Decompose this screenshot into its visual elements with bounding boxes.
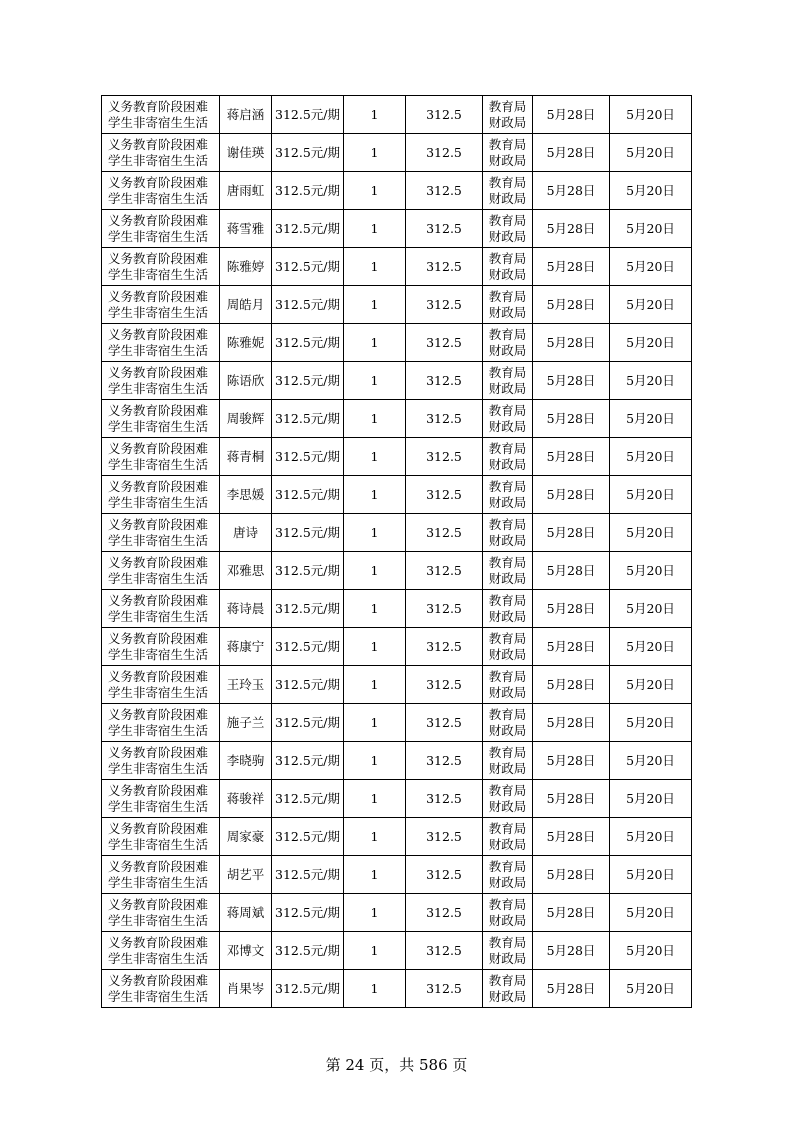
date-cell: 5月28日 — [533, 970, 610, 1008]
unit-cell: 教育局财政局 — [483, 476, 533, 514]
item-cell: 义务教育阶段困难学生非寄宿生生活 — [102, 932, 220, 970]
page-number: 第 24 页，共 586 页 — [325, 1056, 468, 1074]
item-cell: 义务教育阶段困难学生非寄宿生生活 — [102, 704, 220, 742]
quantity-cell: 1 — [344, 742, 406, 780]
date-cell: 5月28日 — [533, 362, 610, 400]
quantity-cell: 1 — [344, 932, 406, 970]
unit-cell: 教育局财政局 — [483, 704, 533, 742]
item-cell: 义务教育阶段困难学生非寄宿生生活 — [102, 96, 220, 134]
date-cell: 5月20日 — [610, 514, 692, 552]
amount-cell: 312.5 — [406, 400, 483, 438]
unit-cell: 教育局财政局 — [483, 324, 533, 362]
standard-cell: 312.5元/期 — [272, 400, 344, 438]
unit-cell: 教育局财政局 — [483, 742, 533, 780]
date-cell: 5月28日 — [533, 590, 610, 628]
name-cell: 陈雅婷 — [220, 248, 272, 286]
date-cell: 5月20日 — [610, 134, 692, 172]
unit-cell: 教育局财政局 — [483, 514, 533, 552]
amount-cell: 312.5 — [406, 666, 483, 704]
item-cell: 义务教育阶段困难学生非寄宿生生活 — [102, 856, 220, 894]
name-cell: 王玲玉 — [220, 666, 272, 704]
item-cell: 义务教育阶段困难学生非寄宿生生活 — [102, 514, 220, 552]
date-cell: 5月20日 — [610, 818, 692, 856]
amount-cell: 312.5 — [406, 172, 483, 210]
unit-cell: 教育局财政局 — [483, 362, 533, 400]
quantity-cell: 1 — [344, 96, 406, 134]
quantity-cell: 1 — [344, 628, 406, 666]
date-cell: 5月20日 — [610, 894, 692, 932]
standard-cell: 312.5元/期 — [272, 742, 344, 780]
standard-cell: 312.5元/期 — [272, 590, 344, 628]
item-cell: 义务教育阶段困难学生非寄宿生生活 — [102, 134, 220, 172]
table-row — [102, 400, 692, 438]
standard-cell: 312.5元/期 — [272, 704, 344, 742]
amount-cell: 312.5 — [406, 970, 483, 1008]
quantity-cell: 1 — [344, 172, 406, 210]
quantity-cell: 1 — [344, 286, 406, 324]
unit-cell: 教育局财政局 — [483, 780, 533, 818]
name-cell: 周皓月 — [220, 286, 272, 324]
quantity-cell: 1 — [344, 476, 406, 514]
table-row — [102, 438, 692, 476]
quantity-cell: 1 — [344, 894, 406, 932]
unit-cell: 教育局财政局 — [483, 666, 533, 704]
name-cell: 李思媛 — [220, 476, 272, 514]
item-cell: 义务教育阶段困难学生非寄宿生生活 — [102, 742, 220, 780]
item-cell: 义务教育阶段困难学生非寄宿生生活 — [102, 894, 220, 932]
name-cell: 蒋诗晨 — [220, 590, 272, 628]
quantity-cell: 1 — [344, 248, 406, 286]
date-cell: 5月20日 — [610, 704, 692, 742]
date-cell: 5月28日 — [533, 476, 610, 514]
name-cell: 陈语欣 — [220, 362, 272, 400]
item-cell: 义务教育阶段困难学生非寄宿生生活 — [102, 172, 220, 210]
amount-cell: 312.5 — [406, 628, 483, 666]
amount-cell: 312.5 — [406, 248, 483, 286]
standard-cell: 312.5元/期 — [272, 134, 344, 172]
table-row — [102, 362, 692, 400]
unit-cell: 教育局财政局 — [483, 628, 533, 666]
table-row — [102, 286, 692, 324]
item-cell: 义务教育阶段困难学生非寄宿生生活 — [102, 324, 220, 362]
date-cell: 5月28日 — [533, 628, 610, 666]
standard-cell: 312.5元/期 — [272, 666, 344, 704]
table-row — [102, 248, 692, 286]
date-cell: 5月20日 — [610, 970, 692, 1008]
unit-cell: 教育局财政局 — [483, 96, 533, 134]
date-cell: 5月28日 — [533, 210, 610, 248]
quantity-cell: 1 — [344, 590, 406, 628]
name-cell: 蒋启涵 — [220, 96, 272, 134]
standard-cell: 312.5元/期 — [272, 324, 344, 362]
date-cell: 5月28日 — [533, 666, 610, 704]
quantity-cell: 1 — [344, 666, 406, 704]
amount-cell: 312.5 — [406, 780, 483, 818]
item-cell: 义务教育阶段困难学生非寄宿生生活 — [102, 210, 220, 248]
item-cell: 义务教育阶段困难学生非寄宿生生活 — [102, 780, 220, 818]
name-cell: 陈雅妮 — [220, 324, 272, 362]
amount-cell: 312.5 — [406, 476, 483, 514]
standard-cell: 312.5元/期 — [272, 932, 344, 970]
date-cell: 5月28日 — [533, 818, 610, 856]
standard-cell: 312.5元/期 — [272, 438, 344, 476]
unit-cell: 教育局财政局 — [483, 970, 533, 1008]
quantity-cell: 1 — [344, 362, 406, 400]
item-cell: 义务教育阶段困难学生非寄宿生生活 — [102, 248, 220, 286]
date-cell: 5月20日 — [610, 400, 692, 438]
name-cell: 蒋雪雅 — [220, 210, 272, 248]
quantity-cell: 1 — [344, 324, 406, 362]
quantity-cell: 1 — [344, 514, 406, 552]
standard-cell: 312.5元/期 — [272, 476, 344, 514]
date-cell: 5月20日 — [610, 666, 692, 704]
name-cell: 周骏辉 — [220, 400, 272, 438]
name-cell: 蒋青桐 — [220, 438, 272, 476]
date-cell: 5月28日 — [533, 780, 610, 818]
item-cell: 义务教育阶段困难学生非寄宿生生活 — [102, 628, 220, 666]
standard-cell: 312.5元/期 — [272, 172, 344, 210]
amount-cell: 312.5 — [406, 552, 483, 590]
item-cell: 义务教育阶段困难学生非寄宿生生活 — [102, 552, 220, 590]
table-row — [102, 970, 692, 1008]
date-cell: 5月28日 — [533, 286, 610, 324]
table-row — [102, 514, 692, 552]
standard-cell: 312.5元/期 — [272, 286, 344, 324]
date-cell: 5月20日 — [610, 248, 692, 286]
item-cell: 义务教育阶段困难学生非寄宿生生活 — [102, 970, 220, 1008]
quantity-cell: 1 — [344, 400, 406, 438]
date-cell: 5月28日 — [533, 742, 610, 780]
standard-cell: 312.5元/期 — [272, 856, 344, 894]
amount-cell: 312.5 — [406, 742, 483, 780]
table-row — [102, 666, 692, 704]
quantity-cell: 1 — [344, 552, 406, 590]
date-cell: 5月20日 — [610, 286, 692, 324]
table-row — [102, 134, 692, 172]
table-row — [102, 172, 692, 210]
standard-cell: 312.5元/期 — [272, 628, 344, 666]
date-cell: 5月28日 — [533, 552, 610, 590]
unit-cell: 教育局财政局 — [483, 134, 533, 172]
amount-cell: 312.5 — [406, 134, 483, 172]
standard-cell: 312.5元/期 — [272, 96, 344, 134]
name-cell: 施子兰 — [220, 704, 272, 742]
quantity-cell: 1 — [344, 704, 406, 742]
name-cell: 李晓驹 — [220, 742, 272, 780]
date-cell: 5月28日 — [533, 172, 610, 210]
date-cell: 5月20日 — [610, 476, 692, 514]
amount-cell: 312.5 — [406, 96, 483, 134]
date-cell: 5月20日 — [610, 324, 692, 362]
table-row — [102, 210, 692, 248]
date-cell: 5月28日 — [533, 704, 610, 742]
item-cell: 义务教育阶段困难学生非寄宿生生活 — [102, 476, 220, 514]
name-cell: 蒋骏祥 — [220, 780, 272, 818]
date-cell: 5月20日 — [610, 438, 692, 476]
amount-cell: 312.5 — [406, 324, 483, 362]
name-cell: 胡艺平 — [220, 856, 272, 894]
date-cell: 5月28日 — [533, 932, 610, 970]
standard-cell: 312.5元/期 — [272, 818, 344, 856]
standard-cell: 312.5元/期 — [272, 210, 344, 248]
date-cell: 5月20日 — [610, 210, 692, 248]
amount-cell: 312.5 — [406, 818, 483, 856]
unit-cell: 教育局财政局 — [483, 590, 533, 628]
date-cell: 5月28日 — [533, 324, 610, 362]
amount-cell: 312.5 — [406, 894, 483, 932]
unit-cell: 教育局财政局 — [483, 210, 533, 248]
item-cell: 义务教育阶段困难学生非寄宿生生活 — [102, 286, 220, 324]
standard-cell: 312.5元/期 — [272, 248, 344, 286]
amount-cell: 312.5 — [406, 438, 483, 476]
amount-cell: 312.5 — [406, 856, 483, 894]
quantity-cell: 1 — [344, 780, 406, 818]
date-cell: 5月28日 — [533, 248, 610, 286]
subsidy-table — [101, 95, 692, 1008]
item-cell: 义务教育阶段困难学生非寄宿生生活 — [102, 818, 220, 856]
date-cell: 5月20日 — [610, 172, 692, 210]
standard-cell: 312.5元/期 — [272, 894, 344, 932]
table-row — [102, 628, 692, 666]
unit-cell: 教育局财政局 — [483, 552, 533, 590]
unit-cell: 教育局财政局 — [483, 172, 533, 210]
table-row — [102, 856, 692, 894]
amount-cell: 312.5 — [406, 704, 483, 742]
quantity-cell: 1 — [344, 134, 406, 172]
quantity-cell: 1 — [344, 438, 406, 476]
standard-cell: 312.5元/期 — [272, 780, 344, 818]
unit-cell: 教育局财政局 — [483, 438, 533, 476]
table-row — [102, 818, 692, 856]
date-cell: 5月20日 — [610, 552, 692, 590]
amount-cell: 312.5 — [406, 514, 483, 552]
date-cell: 5月20日 — [610, 932, 692, 970]
table-row — [102, 742, 692, 780]
quantity-cell: 1 — [344, 856, 406, 894]
name-cell: 蒋康宁 — [220, 628, 272, 666]
unit-cell: 教育局财政局 — [483, 286, 533, 324]
unit-cell: 教育局财政局 — [483, 400, 533, 438]
table-row — [102, 704, 692, 742]
quantity-cell: 1 — [344, 970, 406, 1008]
quantity-cell: 1 — [344, 210, 406, 248]
date-cell: 5月28日 — [533, 96, 610, 134]
date-cell: 5月28日 — [533, 438, 610, 476]
name-cell: 邓博文 — [220, 932, 272, 970]
date-cell: 5月20日 — [610, 780, 692, 818]
unit-cell: 教育局财政局 — [483, 894, 533, 932]
name-cell: 蒋周斌 — [220, 894, 272, 932]
table-row — [102, 96, 692, 134]
date-cell: 5月28日 — [533, 134, 610, 172]
item-cell: 义务教育阶段困难学生非寄宿生生活 — [102, 666, 220, 704]
table-row — [102, 552, 692, 590]
amount-cell: 312.5 — [406, 362, 483, 400]
standard-cell: 312.5元/期 — [272, 552, 344, 590]
name-cell: 邓雅思 — [220, 552, 272, 590]
table-row — [102, 476, 692, 514]
item-cell: 义务教育阶段困难学生非寄宿生生活 — [102, 438, 220, 476]
standard-cell: 312.5元/期 — [272, 514, 344, 552]
standard-cell: 312.5元/期 — [272, 970, 344, 1008]
date-cell: 5月20日 — [610, 856, 692, 894]
date-cell: 5月20日 — [610, 362, 692, 400]
quantity-cell: 1 — [344, 818, 406, 856]
item-cell: 义务教育阶段困难学生非寄宿生生活 — [102, 400, 220, 438]
standard-cell: 312.5元/期 — [272, 362, 344, 400]
table-row — [102, 932, 692, 970]
amount-cell: 312.5 — [406, 932, 483, 970]
name-cell: 谢佳瑛 — [220, 134, 272, 172]
date-cell: 5月28日 — [533, 894, 610, 932]
date-cell: 5月28日 — [533, 400, 610, 438]
date-cell: 5月20日 — [610, 628, 692, 666]
table-row — [102, 894, 692, 932]
name-cell: 肖果岑 — [220, 970, 272, 1008]
table-row — [102, 324, 692, 362]
amount-cell: 312.5 — [406, 210, 483, 248]
item-cell: 义务教育阶段困难学生非寄宿生生活 — [102, 362, 220, 400]
amount-cell: 312.5 — [406, 286, 483, 324]
date-cell: 5月28日 — [533, 856, 610, 894]
unit-cell: 教育局财政局 — [483, 856, 533, 894]
date-cell: 5月20日 — [610, 96, 692, 134]
table-row — [102, 780, 692, 818]
table-body — [102, 96, 692, 1008]
date-cell: 5月28日 — [533, 514, 610, 552]
name-cell: 唐雨虹 — [220, 172, 272, 210]
item-cell: 义务教育阶段困难学生非寄宿生生活 — [102, 590, 220, 628]
date-cell: 5月20日 — [610, 742, 692, 780]
amount-cell: 312.5 — [406, 590, 483, 628]
unit-cell: 教育局财政局 — [483, 248, 533, 286]
unit-cell: 教育局财政局 — [483, 818, 533, 856]
name-cell: 唐诗 — [220, 514, 272, 552]
date-cell: 5月20日 — [610, 590, 692, 628]
unit-cell: 教育局财政局 — [483, 932, 533, 970]
table-row — [102, 590, 692, 628]
name-cell: 周家豪 — [220, 818, 272, 856]
